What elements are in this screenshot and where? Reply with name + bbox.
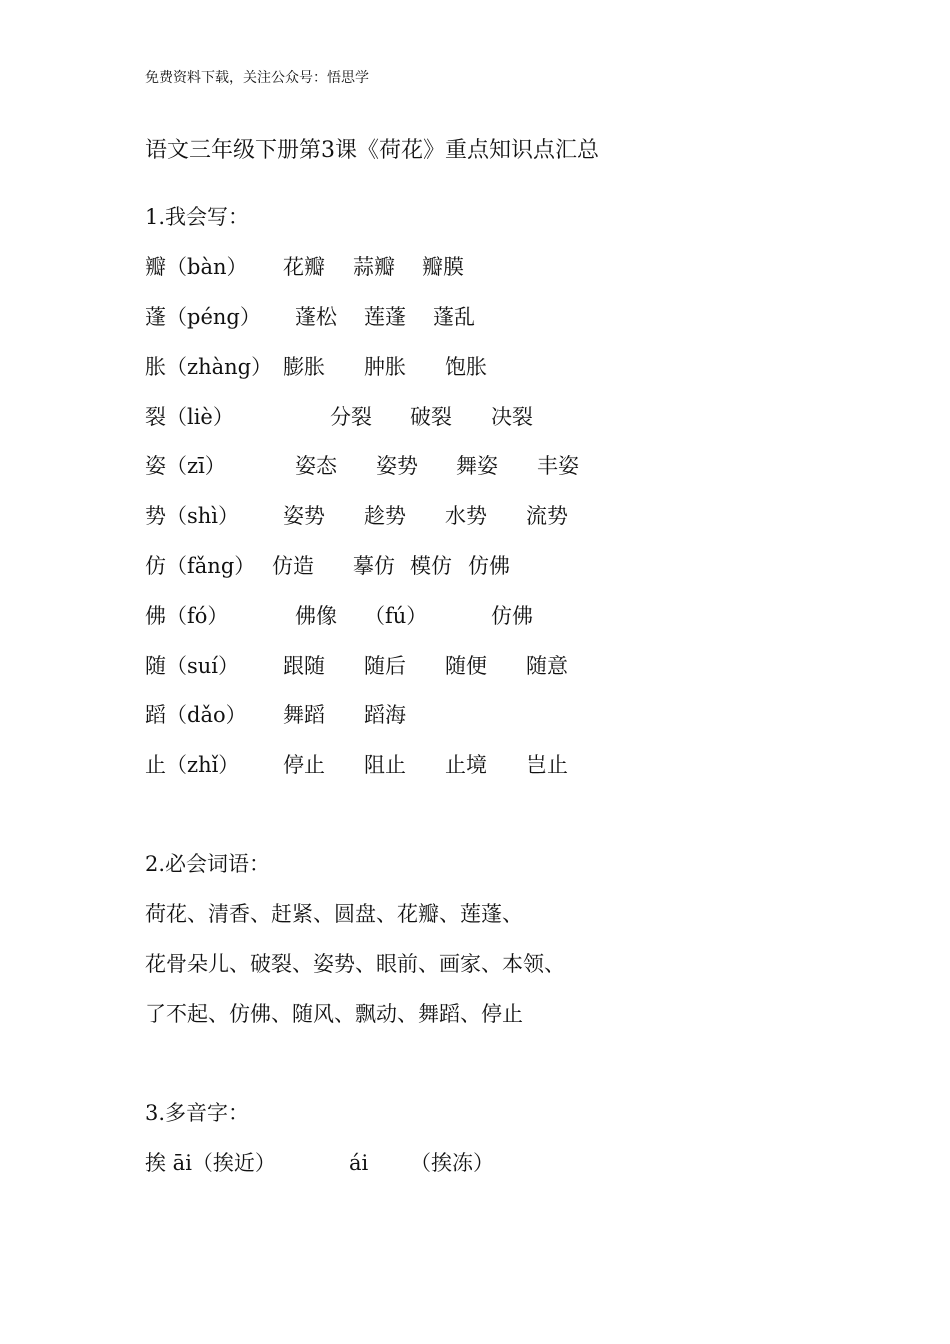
word: 舞蹈 — [283, 703, 325, 727]
word: 水势 — [445, 504, 487, 528]
vocab-line: 花骨朵儿、破裂、姿势、眼前、画家、本领、 — [145, 952, 565, 976]
word: 随意 — [526, 654, 568, 678]
word: 舞姿 — [456, 454, 498, 478]
word: 破裂 — [410, 405, 452, 429]
header-note: 免费资料下载，关注公众号：悟思学 — [145, 70, 369, 86]
word: 瓣膜 — [422, 255, 464, 279]
vocab-line: 了不起、仿佛、随风、飘动、舞蹈、停止 — [145, 1002, 523, 1026]
vocab-line: 荷花、清香、赶紧、圆盘、花瓣、莲蓬、 — [145, 902, 523, 926]
word: 停止 — [283, 753, 325, 777]
word: 趁势 — [364, 504, 406, 528]
word: 止境 — [445, 753, 487, 777]
char-pinyin: 瓣（bàn） — [145, 255, 248, 279]
word: 丰姿 — [537, 454, 579, 478]
char-pinyin: 姿（zī） — [145, 454, 226, 478]
char-pinyin: 佛（fó） — [145, 604, 229, 628]
word: 分裂 — [330, 405, 372, 429]
word: 肿胀 — [364, 355, 406, 379]
section-3-heading: 3.多音字： — [145, 1101, 250, 1125]
word: 膨胀 — [283, 355, 325, 379]
page-title: 语文三年级下册第3课《荷花》重点知识点汇总 — [145, 138, 599, 163]
polyphone-reading-2: ái — [349, 1151, 369, 1175]
word: 佛像 — [295, 604, 337, 628]
char-pinyin: 蓬（péng） — [145, 305, 261, 329]
char-pinyin: 随（suí） — [145, 654, 240, 678]
word: 莲蓬 — [364, 305, 406, 329]
word: 岂止 — [526, 753, 568, 777]
char-pinyin: 胀（zhàng） — [145, 355, 273, 379]
section-1-heading: 1.我会写： — [145, 205, 250, 229]
word: 随便 — [445, 654, 487, 678]
word: 跟随 — [283, 654, 325, 678]
word: 花瓣 — [283, 255, 325, 279]
word: 姿势 — [376, 454, 418, 478]
char-pinyin: 裂（liè） — [145, 405, 234, 429]
word: 流势 — [526, 504, 568, 528]
char-pinyin: 仿（fǎng） — [145, 554, 256, 578]
word: 蓬乱 — [433, 305, 475, 329]
word: 蒜瓣 — [353, 255, 395, 279]
word: 姿态 — [295, 454, 337, 478]
word: 决裂 — [491, 405, 533, 429]
word: 模仿 — [410, 554, 452, 578]
word: 摹仿 — [353, 554, 395, 578]
word: 随后 — [364, 654, 406, 678]
polyphone-reading-1: 挨 āi（挨近） — [145, 1151, 276, 1175]
word: 仿造 — [272, 554, 314, 578]
char-pinyin: 蹈（dǎo） — [145, 703, 247, 727]
word: 仿佛 — [491, 604, 533, 628]
word: 蹈海 — [364, 703, 406, 727]
word: 饱胀 — [445, 355, 487, 379]
word: 姿势 — [283, 504, 325, 528]
char-pinyin: 止（zhǐ） — [145, 753, 240, 777]
polyphone-example-2: （挨冻） — [410, 1151, 494, 1175]
char-pinyin: 势（shì） — [145, 504, 240, 528]
alt-pinyin: （fú） — [364, 604, 428, 628]
section-2-heading: 2.必会词语： — [145, 852, 271, 876]
word: 蓬松 — [295, 305, 337, 329]
word: 仿佛 — [468, 554, 510, 578]
word: 阻止 — [364, 753, 406, 777]
